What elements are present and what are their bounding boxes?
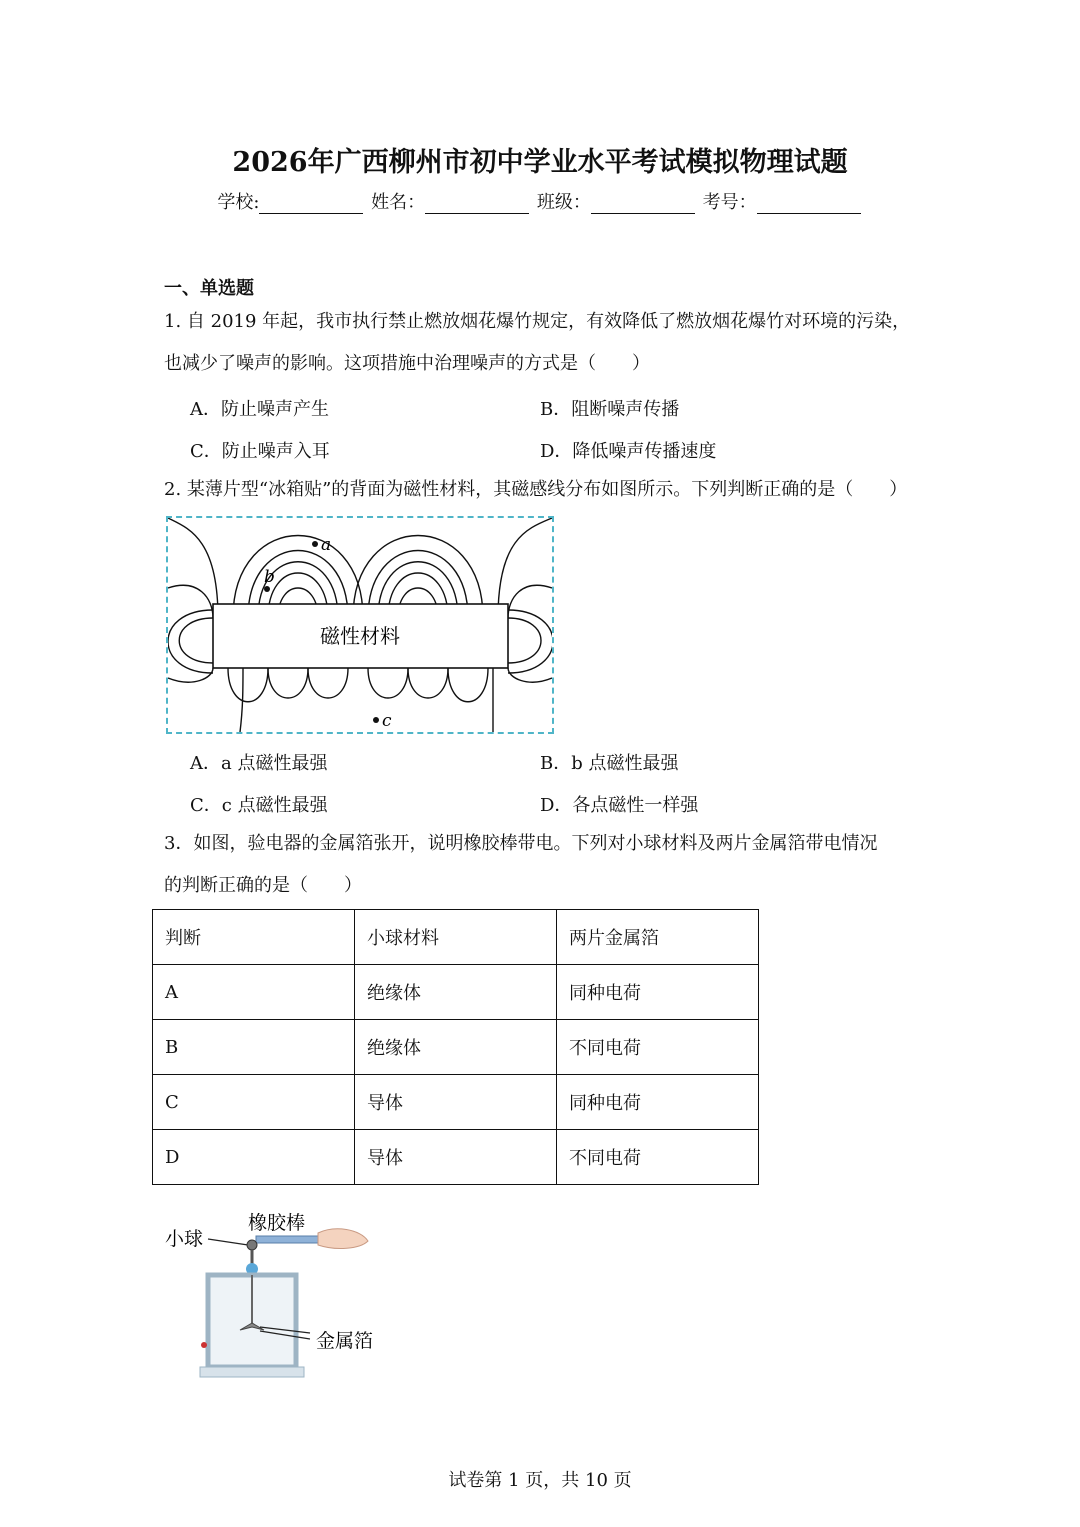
table-header-cell: 判断 — [153, 910, 355, 965]
q1-line2: 也减少了噪声的影响。这项措施中治理噪声的方式是（ ） — [164, 353, 650, 374]
side-screw — [201, 1342, 207, 1348]
table-cell: B — [153, 1020, 355, 1075]
table-header-row — [153, 910, 759, 965]
table-cell: A — [153, 965, 355, 1020]
electroscope-figure — [160, 1205, 390, 1385]
point-c-label: c — [382, 711, 392, 731]
table-header-cell: 两片金属箔 — [557, 910, 759, 965]
hand-icon — [318, 1229, 368, 1249]
ball-label: 小球 — [165, 1228, 204, 1250]
q1-line1: 1. 自 2019 年起，我市执行禁止燃放烟花爆竹规定，有效降低了燃放烟花爆竹对环境的污染， — [164, 311, 911, 332]
electroscope-base — [200, 1367, 304, 1377]
rubber-rod — [256, 1236, 321, 1243]
school-blank — [259, 195, 363, 214]
q3-table — [152, 909, 759, 1185]
point-c-dot — [373, 717, 379, 723]
table-cell: 导体 — [355, 1130, 557, 1185]
q1-option-c: C．防止噪声入耳 — [190, 441, 330, 462]
metal-ball — [247, 1240, 257, 1250]
q1-option-a: A．防止噪声产生 — [190, 399, 329, 420]
section-heading: 一、单选题 — [164, 278, 254, 299]
class-label: 班级： — [536, 192, 591, 213]
magnet-field-figure — [166, 516, 554, 734]
name-label: 姓名： — [371, 192, 426, 213]
table-cell: 不同电荷 — [557, 1020, 759, 1075]
table-cell: 绝缘体 — [355, 965, 557, 1020]
student-info-line — [0, 188, 1080, 214]
field-lines-svg — [168, 518, 552, 732]
number-label: 考号： — [702, 192, 757, 213]
class-blank — [591, 195, 695, 214]
table-cell: D — [153, 1130, 355, 1185]
q1-option-b: B．阻断噪声传播 — [540, 399, 680, 420]
name-blank — [425, 195, 529, 214]
table-row — [153, 965, 759, 1020]
point-b-label: b — [264, 567, 275, 587]
number-blank — [757, 195, 861, 214]
table-cell: 同种电荷 — [557, 965, 759, 1020]
q3-line1: 3．如图，验电器的金属箔张开，说明橡胶棒带电。下列对小球材料及两片金属箔带电情况 — [164, 833, 878, 854]
q2-option-a: A．a 点磁性最强 — [190, 753, 328, 774]
q2-option-c: C．c 点磁性最强 — [190, 795, 328, 816]
rod-label: 橡胶棒 — [248, 1212, 306, 1234]
table-cell: 不同电荷 — [557, 1130, 759, 1185]
table-cell: 导体 — [355, 1075, 557, 1130]
q1-option-d: D．降低噪声传播速度 — [540, 441, 717, 462]
point-a-dot — [312, 541, 318, 547]
table-header-cell: 小球材料 — [355, 910, 557, 965]
page-footer: 试卷第 1 页，共 10 页 — [448, 1470, 632, 1491]
foil-label: 金属箔 — [316, 1330, 374, 1352]
q2-option-d: D．各点磁性一样强 — [540, 795, 699, 816]
table-row — [153, 1130, 759, 1185]
table-cell: 绝缘体 — [355, 1020, 557, 1075]
q2-option-b: B．b 点磁性最强 — [540, 753, 679, 774]
q2-line1: 2. 某薄片型“冰箱贴”的背面为磁性材料，其磁感线分布如图所示。下列判断正确的是（ ） — [164, 479, 908, 500]
q3-line2: 的判断正确的是（ ） — [164, 875, 362, 896]
table-cell: 同种电荷 — [557, 1075, 759, 1130]
page-title: 2026年广西柳州市初中学业水平考试模拟物理试题 — [232, 147, 848, 178]
table-row — [153, 1020, 759, 1075]
school-label: 学校: — [217, 192, 260, 213]
table-cell: C — [153, 1075, 355, 1130]
table-row — [153, 1075, 759, 1130]
point-a-label: a — [321, 535, 332, 555]
magnet-label: 磁性材料 — [320, 624, 400, 648]
